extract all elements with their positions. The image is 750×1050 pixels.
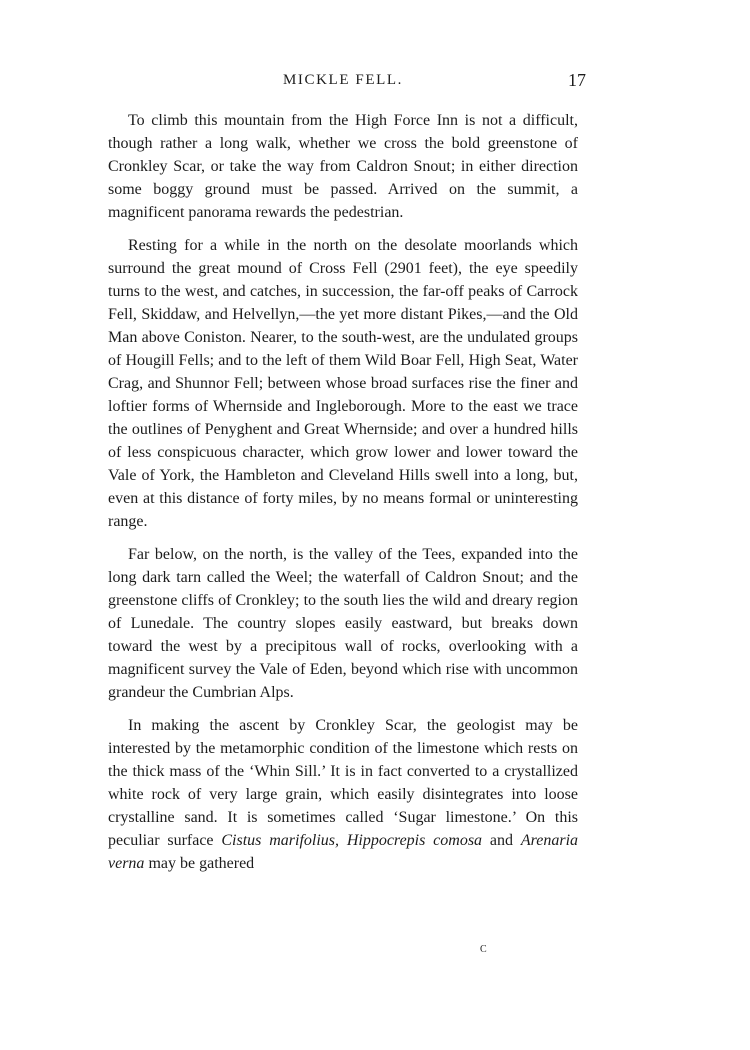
text-run: may be gathered bbox=[144, 855, 255, 872]
paragraph-panorama: Resting for a while in the north on the desolate moorlands which surround the great mound of Cross Fell (2901 feet), the eye speedily turns to the west, and catches, in succession, the far-off peaks of Carrock Fell, Skiddaw, and Helvellyn,—the yet more distant Pikes,—and the Old Man above Coniston. Nearer, to the south-west, are the undulated groups of Hougill Fells; and to the left of them Wild Boar Fell, High Seat, Water Crag, and Shunnor Fell; between whose broad surfaces rise the finer and loftier forms of Whernside and Ingleborough. More to the east we trace the outlines of Penyghent and Great Whernside; and over a hundred hills of less conspicuous character, which grow lower and lower toward the Vale of York, the Hambleton and Cleveland Hills swell into a long, but, even at this distance of forty miles, by no means formal or uninteresting range. bbox=[108, 237, 578, 530]
text-run: In making the ascent by Cronkley Scar, the geologist may be interested by the metamorphic condition of the limestone which rests on the thick mass of the ‘Whin Sill.’ It is in fact converted to a crystallized white rock of very large grain, which easily disintegrates into loose crystalline sand. It is sometimes called ‘Sugar limestone.’ On this peculiar surface bbox=[108, 717, 578, 849]
species-name: Arenaria verna bbox=[108, 832, 579, 872]
paragraph-geology bbox=[108, 714, 578, 875]
signature-mark: c bbox=[480, 941, 487, 956]
species-name: Cistus marifolius, Hippocrepis comosa bbox=[221, 832, 483, 849]
paragraph-climb: To climb this mountain from the High Force Inn is not a difficult, though rather a long walk, whether we cross the bold greenstone of Cronkley Scar, or take the way from Caldron Snout; in either direction some boggy ground must be passed. Arrived on the summit, a magnificent panorama rewards the pedestrian. bbox=[108, 112, 578, 221]
text-run: and bbox=[482, 832, 521, 849]
paragraph-valley: Far below, on the north, is the valley of the Tees, expanded into the long dark tarn called the Weel; the waterfall of Caldron Snout; and the greenstone cliffs of Cronkley; to the south lies the wild and dreary region of Lunedale. The country slopes easily eastward, but breaks down toward the west by a precipitous wall of rocks, overlooking with a magnificent survey the Vale of Eden, beyond which rise with uncommon grandeur the Cumbrian Alps. bbox=[108, 546, 578, 701]
running-title: MICKLE FELL. bbox=[282, 72, 404, 88]
body-text bbox=[108, 109, 578, 875]
running-head bbox=[108, 70, 586, 96]
page-number: 17 bbox=[568, 70, 586, 90]
